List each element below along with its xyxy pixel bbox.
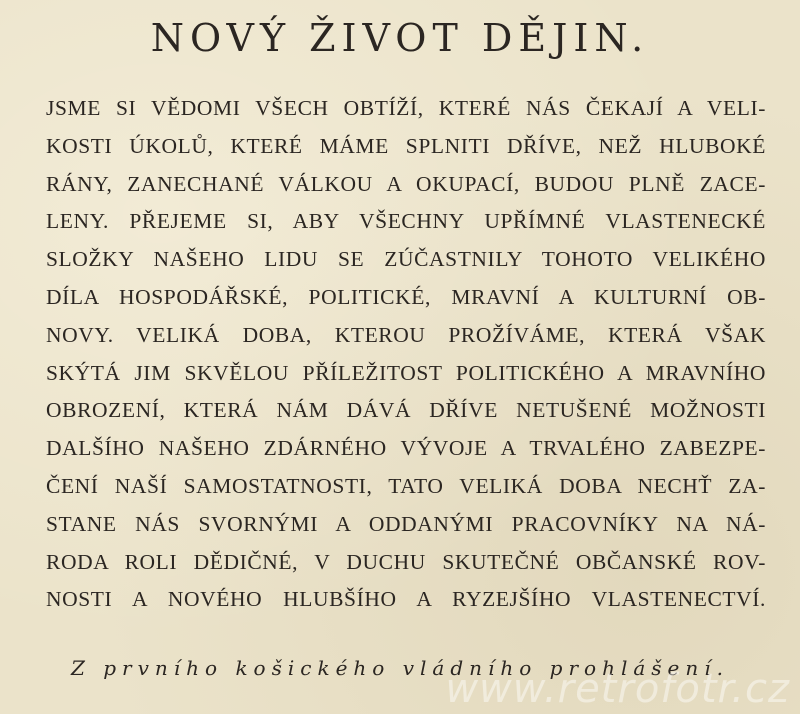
text-line: NOSTI A NOVÉHO HLUBŠÍHO A RYZEJŠÍHO VLASTENECTVÍ. [46, 587, 766, 612]
source-attribution: Z prvního košického vládního prohlášení. [70, 656, 730, 680]
text-line: RODA ROLI DĚDIČNÉ, V DUCHU SKUTEČNÉ OBČANSKÉ ROV- [46, 549, 766, 574]
text-line: SLOŽKY NAŠEHO LIDU SE ZÚČASTNILY TOHOTO VELIKÉHO [46, 247, 766, 272]
text-line: RÁNY, ZANECHANÉ VÁLKOU A OKUPACÍ, BUDOU PLNĚ ZACE- [46, 171, 766, 196]
text-line: SKÝTÁ JIM SKVĚLOU PŘÍLEŽITOST POLITICKÉHO A MRAVNÍHO [46, 360, 766, 385]
text-line: ČENÍ NAŠÍ SAMOSTATNOSTI, TATO VELIKÁ DOBA NECHŤ ZA- [46, 473, 766, 498]
text-line: STANE NÁS SVORNÝMI A ODDANÝMI PRACOVNÍKY NA NÁ- [46, 511, 766, 536]
document-title: NOVÝ ŽIVOT DĚJIN. [150, 16, 650, 60]
text-line: NOVY. VELIKÁ DOBA, KTEROU PROŽÍVÁME, KTERÁ VŠAK [46, 322, 766, 347]
body-text [46, 90, 766, 619]
text-line: OBROZENÍ, KTERÁ NÁM DÁVÁ DŘÍVE NETUŠENÉ MOŽNOSTI [46, 398, 766, 423]
text-line: JSME SI VĚDOMI VŠECH OBTÍŽÍ, KTERÉ NÁS ČEKAJÍ A VELI- [46, 96, 766, 120]
watermark: www.retrofotr.cz [445, 666, 790, 712]
text-line: LENY. PŘEJEME SI, ABY VŠECHNY UPŘÍMNÉ VLASTENECKÉ [46, 209, 766, 234]
text-line: DALŠÍHO NAŠEHO ZDÁRNÉHO VÝVOJE A TRVALÉHO ZABEZPE- [46, 436, 766, 461]
text-line: DÍLA HOSPODÁŘSKÉ, POLITICKÉ, MRAVNÍ A KULTURNÍ OB- [46, 284, 766, 309]
text-line: KOSTI ÚKOLŮ, KTERÉ MÁME SPLNITI DŘÍVE, NEŽ HLUBOKÉ [46, 133, 766, 158]
